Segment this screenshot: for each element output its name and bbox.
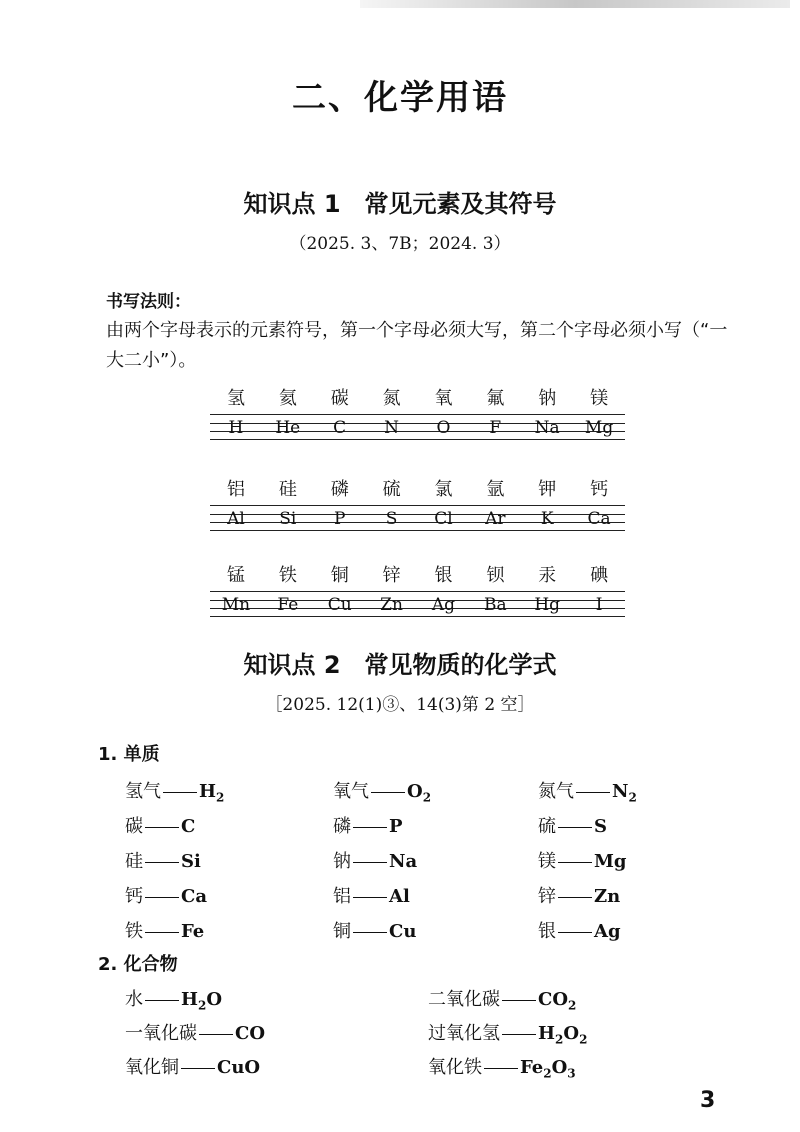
element-name: 氦 xyxy=(278,388,297,409)
element-symbol: Cu xyxy=(327,595,352,615)
substance-item xyxy=(333,847,417,873)
element-symbol: P xyxy=(333,509,346,529)
section-elements-heading: 1. 单质 xyxy=(98,744,160,765)
dash-connector xyxy=(145,862,179,863)
chemical-formula xyxy=(181,816,195,837)
substance-item xyxy=(125,985,222,1013)
formula-subscript: 3 xyxy=(567,1066,576,1081)
element-symbol: Zn xyxy=(380,595,403,615)
element-symbol: Ag xyxy=(431,595,456,615)
substance-item xyxy=(538,847,627,873)
formula-symbol: H xyxy=(199,781,217,802)
writing-rules-text: 由两个字母表示的元素符号，第一个字母必须大写，第二个字母必须小写（“一大二小”）。 xyxy=(106,320,728,371)
substance-name: 钠 xyxy=(333,851,351,872)
element-names xyxy=(210,475,625,505)
formula-symbol: O xyxy=(206,989,223,1010)
dash-connector xyxy=(353,827,387,828)
substance-name: 氢气 xyxy=(125,781,161,802)
dash-connector xyxy=(484,1068,518,1069)
element-row-3 xyxy=(210,561,625,617)
dash-connector xyxy=(576,792,610,793)
element-symbol: H xyxy=(228,418,244,438)
dash-connector xyxy=(558,932,592,933)
substance-name: 镁 xyxy=(538,851,556,872)
substance-name: 铁 xyxy=(125,921,143,942)
formula-symbol: H xyxy=(538,1023,556,1044)
chemical-formula xyxy=(520,1057,576,1081)
formula-subscript: 2 xyxy=(216,790,225,805)
element-symbol: N xyxy=(384,418,399,438)
substance-item xyxy=(538,777,637,805)
page-number: 3 xyxy=(700,1088,716,1113)
staff-line xyxy=(210,439,625,440)
substance-name: 磷 xyxy=(333,816,351,837)
chemical-formula xyxy=(594,921,621,942)
element-name: 钡 xyxy=(486,565,505,586)
element-symbol: Al xyxy=(227,509,245,529)
substance-item xyxy=(428,985,576,1013)
substance-item xyxy=(333,777,431,805)
element-symbol: Fe xyxy=(277,595,299,615)
chemical-formula xyxy=(199,781,225,805)
kp2-source: ［2025. 12(1)③、14(3)第 2 空］ xyxy=(265,695,535,715)
element-symbol: I xyxy=(595,595,603,615)
element-symbols xyxy=(210,415,625,439)
substance-item xyxy=(125,1053,260,1079)
chemical-formula xyxy=(181,989,223,1013)
chemical-formula xyxy=(217,1057,260,1078)
element-names xyxy=(210,384,625,414)
element-name: 氯 xyxy=(434,479,453,500)
chemical-formula xyxy=(181,851,201,872)
dash-connector xyxy=(181,1068,215,1069)
substance-name: 硅 xyxy=(125,851,143,872)
formula-symbol: CuO xyxy=(217,1057,261,1078)
substance-item xyxy=(333,917,416,943)
substance-name: 氮气 xyxy=(538,781,574,802)
element-row-2 xyxy=(210,475,625,531)
substance-item xyxy=(333,882,410,908)
element-symbol: Ba xyxy=(483,595,507,615)
formula-symbol: Cu xyxy=(389,921,417,942)
substance-name: 二氧化碳 xyxy=(428,989,500,1010)
chemical-formula xyxy=(181,886,207,907)
substance-name: 锌 xyxy=(538,886,556,907)
formula-symbol: Ag xyxy=(594,921,621,942)
element-name: 锰 xyxy=(226,565,245,586)
element-name: 钾 xyxy=(538,479,557,500)
dash-connector xyxy=(558,827,592,828)
element-name: 钠 xyxy=(538,388,557,409)
element-symbol: Ar xyxy=(485,509,506,529)
substance-name: 一氧化碳 xyxy=(125,1023,197,1044)
element-name: 硅 xyxy=(278,479,297,500)
chemical-formula xyxy=(235,1023,265,1044)
element-name: 氮 xyxy=(382,388,401,409)
substance-item xyxy=(538,917,621,943)
chemical-formula xyxy=(538,1023,588,1047)
element-symbol: Cl xyxy=(434,509,453,529)
chemical-formula xyxy=(181,921,204,942)
element-symbol: He xyxy=(275,418,301,438)
substance-name: 碳 xyxy=(125,816,143,837)
dash-connector xyxy=(163,792,197,793)
chemical-formula xyxy=(538,989,577,1013)
element-symbol: Mg xyxy=(584,418,614,438)
formula-symbol: Zn xyxy=(594,886,621,907)
formula-subscript: 2 xyxy=(422,790,432,805)
kp1-number: 知识点 1 xyxy=(243,190,341,218)
formula-symbol: C xyxy=(181,816,196,837)
dash-connector xyxy=(145,932,179,933)
dash-connector xyxy=(502,1000,536,1001)
element-name: 碳 xyxy=(330,388,349,409)
formula-symbol: H xyxy=(181,989,199,1010)
formula-symbol: Si xyxy=(181,851,201,872)
formula-symbol: P xyxy=(389,816,403,837)
formula-symbol: O xyxy=(551,1057,568,1078)
formula-subscript: 2 xyxy=(579,1032,588,1047)
substance-item xyxy=(125,812,195,838)
element-symbol: C xyxy=(333,418,347,438)
element-name: 银 xyxy=(434,565,453,586)
dash-connector xyxy=(558,897,592,898)
kp2-title-text: 常见物质的化学式 xyxy=(364,651,557,679)
element-symbol: Si xyxy=(279,509,297,529)
page-title: 二、化学用语 xyxy=(292,78,508,118)
formula-symbol: Ca xyxy=(181,886,207,907)
element-name: 汞 xyxy=(538,565,557,586)
dash-connector xyxy=(558,862,592,863)
substance-name: 钙 xyxy=(125,886,143,907)
substance-name: 铝 xyxy=(333,886,351,907)
element-name: 碘 xyxy=(590,565,609,586)
element-name: 钙 xyxy=(590,479,609,500)
element-staff xyxy=(210,505,625,531)
formula-symbol: CO xyxy=(538,989,569,1010)
knowledge-point-2-title xyxy=(0,645,800,680)
element-name: 氟 xyxy=(486,388,505,409)
substance-item xyxy=(125,777,224,805)
element-name: 铜 xyxy=(330,565,349,586)
substance-name: 水 xyxy=(125,989,143,1010)
staff-line xyxy=(210,616,625,617)
element-symbol: Hg xyxy=(534,595,561,615)
element-symbol: F xyxy=(489,418,502,438)
formula-symbol: S xyxy=(594,816,607,837)
substance-item xyxy=(125,1019,265,1045)
dash-connector xyxy=(353,897,387,898)
formula-symbol: O xyxy=(563,1023,580,1044)
substance-item xyxy=(125,917,204,943)
element-names xyxy=(210,561,625,591)
kp1-source: （2025. 3、7B；2024. 3） xyxy=(289,234,511,254)
formula-symbol: Fe xyxy=(181,921,205,942)
element-name: 锌 xyxy=(382,565,401,586)
element-symbols xyxy=(210,592,625,616)
element-name: 氧 xyxy=(434,388,453,409)
formula-symbol: CO xyxy=(235,1023,266,1044)
knowledge-point-1-title xyxy=(0,184,800,219)
formula-symbol: O xyxy=(407,781,423,802)
chemical-formula xyxy=(612,781,637,805)
chemical-formula xyxy=(389,816,403,837)
dash-connector xyxy=(199,1034,233,1035)
element-row-1 xyxy=(210,384,625,440)
formula-symbol: Mg xyxy=(594,851,627,872)
element-staff xyxy=(210,591,625,617)
formula-subscript: 2 xyxy=(543,1066,552,1081)
substance-name: 银 xyxy=(538,921,556,942)
element-staff xyxy=(210,414,625,440)
chemical-formula xyxy=(389,851,417,872)
chemical-formula xyxy=(407,781,432,805)
substance-name: 氧气 xyxy=(333,781,369,802)
formula-symbol: Na xyxy=(389,851,418,872)
dash-connector xyxy=(502,1034,536,1035)
substance-name: 过氧化氢 xyxy=(428,1023,500,1044)
dash-connector xyxy=(145,827,179,828)
element-symbol: O xyxy=(436,418,451,438)
formula-symbol: Fe xyxy=(520,1057,544,1078)
element-symbol: Mn xyxy=(221,595,251,615)
chemical-formula xyxy=(594,816,607,837)
dash-connector xyxy=(145,1000,179,1001)
writing-rules-heading: 书写法则： xyxy=(106,292,191,312)
chemical-formula xyxy=(389,886,410,907)
kp1-title-text: 常见元素及其符号 xyxy=(364,190,557,218)
element-symbols xyxy=(210,506,625,530)
formula-subscript: 2 xyxy=(628,790,637,805)
formula-subscript: 2 xyxy=(198,998,207,1013)
element-name: 铁 xyxy=(278,565,297,586)
kp2-number: 知识点 2 xyxy=(243,651,341,679)
formula-symbol: N xyxy=(612,781,629,802)
staff-line xyxy=(210,530,625,531)
top-scan-strip xyxy=(360,0,790,8)
substance-item xyxy=(428,1053,576,1081)
substance-item xyxy=(333,812,403,838)
formula-subscript: 2 xyxy=(555,1032,564,1047)
chemical-formula xyxy=(389,921,416,942)
formula-subscript: 2 xyxy=(568,998,577,1013)
substance-name: 硫 xyxy=(538,816,556,837)
formula-symbol: Al xyxy=(389,886,410,907)
element-symbol: Na xyxy=(534,418,560,438)
element-symbol: K xyxy=(540,509,554,529)
dash-connector xyxy=(145,897,179,898)
element-symbol: S xyxy=(385,509,398,529)
element-name: 硫 xyxy=(382,479,401,500)
dash-connector xyxy=(353,932,387,933)
chemical-formula xyxy=(594,886,620,907)
substance-name: 氧化铜 xyxy=(125,1057,179,1078)
element-name: 磷 xyxy=(330,479,349,500)
dash-connector xyxy=(371,792,405,793)
dash-connector xyxy=(353,862,387,863)
substance-item xyxy=(125,882,207,908)
substance-name: 氧化铁 xyxy=(428,1057,482,1078)
element-name: 铝 xyxy=(226,479,245,500)
element-name: 氢 xyxy=(226,388,245,409)
section-compounds-heading: 2. 化合物 xyxy=(98,954,178,975)
substance-item xyxy=(125,847,201,873)
chemical-formula xyxy=(594,851,627,872)
element-symbol: Ca xyxy=(587,509,611,529)
element-name: 氩 xyxy=(486,479,505,500)
substance-name: 铜 xyxy=(333,921,351,942)
substance-item xyxy=(538,812,607,838)
element-name: 镁 xyxy=(590,388,609,409)
substance-item xyxy=(538,882,620,908)
substance-item xyxy=(428,1019,587,1047)
